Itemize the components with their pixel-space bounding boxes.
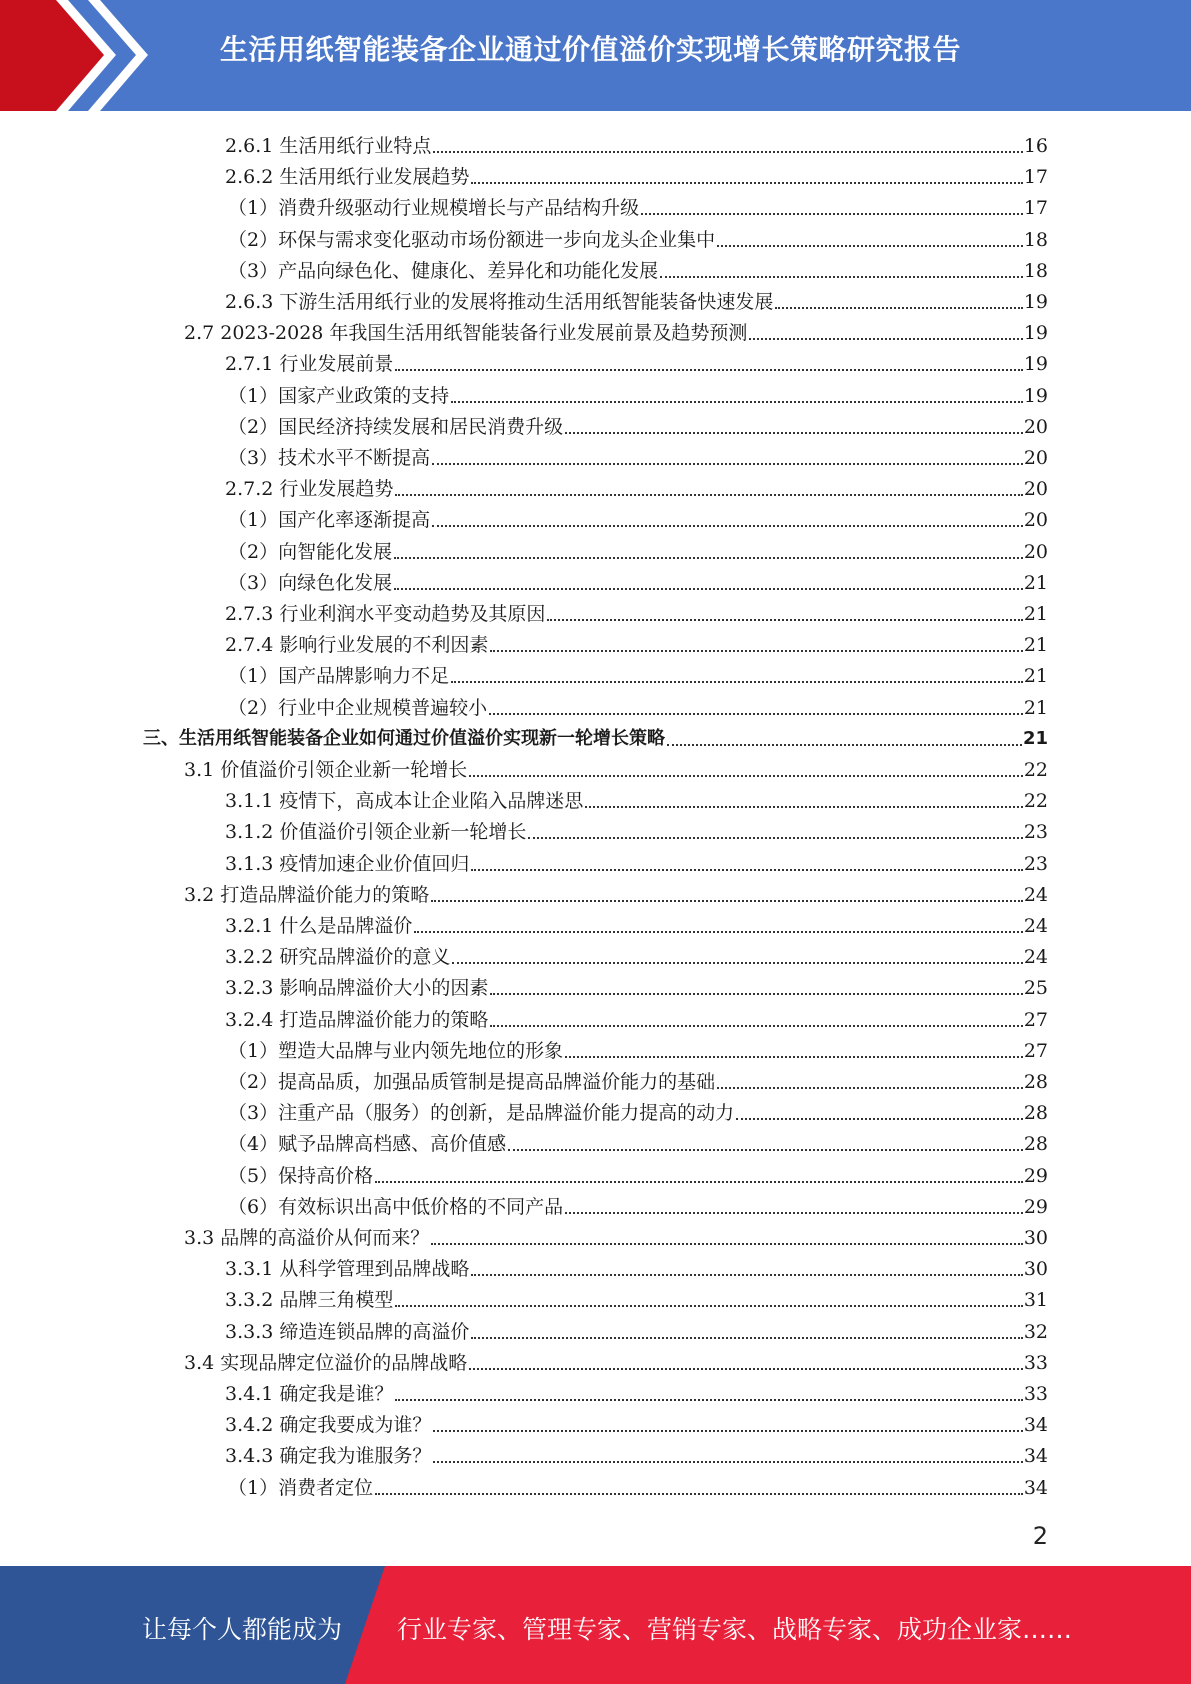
toc-entry-page: 28	[1023, 1071, 1048, 1093]
toc-entry-page: 32	[1023, 1320, 1048, 1343]
toc-entry[interactable]	[225, 158, 1048, 189]
toc-entry[interactable]	[225, 1313, 1048, 1344]
toc-leader-dots	[565, 432, 1023, 434]
toc-entry-title: （2）提高品质，加强品质管制是提高品牌溢价能力的基础	[228, 1071, 716, 1093]
toc-entry[interactable]	[225, 127, 1048, 158]
page-footer	[0, 1566, 1191, 1684]
toc-entry[interactable]	[184, 876, 1048, 907]
toc-entry[interactable]	[184, 314, 1048, 345]
toc-leader-dots	[775, 307, 1022, 309]
toc-entry-page: 33	[1023, 1351, 1048, 1374]
toc-entry-title: （3）产品向绿色化、健康化、差异化和功能化发展	[228, 259, 659, 282]
toc-entry-page: 21	[1022, 727, 1048, 749]
toc-entry[interactable]	[228, 252, 1048, 283]
toc-entry-page: 31	[1023, 1289, 1048, 1312]
toc-entry-page: 17	[1023, 166, 1048, 189]
toc-entry[interactable]	[225, 969, 1048, 1000]
toc-entry-page: 22	[1023, 790, 1048, 813]
toc-leader-dots	[431, 1243, 1023, 1245]
toc-entry[interactable]	[184, 1219, 1048, 1250]
toc-entry-title: 2.6.1 生活用纸行业特点	[225, 135, 432, 157]
toc-entry-title: 3.1.3 疫情加速企业价值回归	[225, 852, 470, 875]
toc-entry-title: 2.7.4 影响行业发展的不利因素	[225, 634, 489, 657]
toc-leader-dots	[451, 681, 1023, 683]
toc-leader-dots	[489, 713, 1023, 715]
toc-entry-page: 34	[1023, 1414, 1048, 1437]
toc-entry-title: 3.1 价值溢价引领企业新一轮增长	[184, 759, 468, 781]
toc-entry-page: 20	[1023, 415, 1048, 438]
toc-entry-title: 3.1.1 疫情下，高成本让企业陷入品牌迷思	[225, 790, 584, 813]
toc-leader-dots	[717, 245, 1023, 247]
toc-entry-title: （2）环保与需求变化驱动市场份额进一步向龙头企业集中	[228, 228, 716, 251]
toc-leader-dots	[490, 650, 1022, 652]
toc-entry[interactable]	[228, 533, 1048, 564]
toc-entry-title: （2）国民经济持续发展和居民消费升级	[228, 415, 564, 438]
toc-entry[interactable]	[225, 1406, 1048, 1437]
toc-entry-title: 3.2.3 影响品牌溢价大小的因素	[225, 977, 489, 1000]
toc-entry-title: （3）向绿色化发展	[228, 571, 393, 594]
toc-entry-title: 3.4.1 确定我是谁？	[225, 1383, 394, 1405]
toc-entry-page: 21	[1023, 696, 1048, 719]
toc-entry-page: 23	[1023, 821, 1048, 844]
toc-entry[interactable]	[225, 938, 1048, 969]
toc-entry-title: 3.3.3 缔造连锁品牌的高溢价	[225, 1320, 470, 1343]
toc-entry-page: 21	[1023, 603, 1048, 625]
toc-entry[interactable]	[225, 1281, 1048, 1312]
toc-entry-page: 19	[1023, 291, 1048, 313]
toc-entry[interactable]	[228, 564, 1048, 595]
toc-entry[interactable]	[228, 501, 1048, 532]
toc-leader-dots	[395, 369, 1022, 371]
toc-entry[interactable]	[228, 1094, 1048, 1125]
toc-leader-dots	[375, 1493, 1023, 1495]
toc-entry[interactable]	[225, 845, 1048, 876]
toc-entry-title: 3.4.2 确定我要成为谁？	[225, 1414, 432, 1437]
toc-entry[interactable]	[184, 751, 1048, 782]
toc-entry[interactable]	[225, 626, 1048, 657]
toc-entry-page: 19	[1023, 384, 1048, 407]
toc-entry-page: 24	[1023, 946, 1048, 969]
toc-entry-page: 18	[1023, 228, 1048, 251]
toc-entry[interactable]	[228, 1063, 1048, 1094]
toc-entry[interactable]	[228, 377, 1048, 408]
page-number: 2	[1032, 1522, 1048, 1550]
toc-entry-title: （1）塑造大品牌与业内领先地位的形象	[228, 1039, 564, 1062]
toc-entry-title: 2.6.3 下游生活用纸行业的发展将推动生活用纸智能装备快速发展	[225, 291, 774, 313]
toc-entry-page: 20	[1023, 447, 1048, 469]
toc-leader-dots	[528, 837, 1022, 839]
toc-entry[interactable]	[228, 408, 1048, 439]
toc-leader-dots	[471, 182, 1022, 184]
toc-entry[interactable]	[225, 1250, 1048, 1281]
toc-entry-title: 2.7 2023-2028 年我国生活用纸智能装备行业发展前景及趋势预测	[184, 322, 748, 345]
toc-entry-page: 16	[1023, 135, 1048, 157]
toc-leader-dots	[469, 775, 1023, 777]
footer-slogan-left: 让每个人都能成为	[142, 1615, 343, 1644]
toc-entry-page: 20	[1023, 478, 1048, 501]
footer-slogan-right: 行业专家、管理专家、营销专家、战略专家、成功企业家……	[397, 1615, 1073, 1644]
toc-entry-title: 3.2.4 打造品牌溢价能力的策略	[225, 1008, 489, 1031]
toc-entry-title: 3.2.1 什么是品牌溢价	[225, 915, 413, 937]
toc-entry[interactable]	[228, 439, 1048, 470]
toc-entry[interactable]	[228, 1032, 1048, 1063]
toc-entry-title: （1）国家产业政策的支持	[228, 384, 450, 407]
toc-entry[interactable]	[225, 1375, 1048, 1406]
toc-entry-title: （2）行业中企业规模普遍较小	[228, 696, 488, 719]
toc-leader-dots	[547, 619, 1022, 621]
toc-entry-page: 33	[1023, 1383, 1048, 1405]
toc-entry-page: 20	[1023, 540, 1048, 563]
toc-entry-title: 2.7.1 行业发展前景	[225, 353, 394, 376]
toc-entry-page: 19	[1023, 353, 1048, 376]
toc-entry[interactable]	[225, 283, 1048, 314]
toc-entry-page: 30	[1023, 1258, 1048, 1281]
toc-leader-dots	[452, 962, 1022, 964]
toc-leader-dots	[565, 1056, 1023, 1058]
toc-leader-dots	[667, 744, 1022, 746]
toc-entry-title: 3.3.2 品牌三角模型	[225, 1289, 394, 1312]
toc-leader-dots	[433, 151, 1022, 153]
toc-entry-title: 三、生活用纸智能装备企业如何通过价值溢价实现新一轮增长策略	[143, 727, 665, 749]
toc-entry[interactable]	[225, 1437, 1048, 1468]
toc-entry-page: 17	[1023, 197, 1048, 220]
toc-entry-page: 30	[1023, 1227, 1048, 1249]
toc-entry-title: （1）国产化率逐渐提高	[228, 509, 431, 532]
toc-leader-dots	[432, 525, 1023, 527]
toc-leader-dots	[395, 1305, 1022, 1307]
toc-entry-title: （6）有效标识出高中低价格的不同产品	[228, 1195, 564, 1218]
toc-entry-title: 3.2.2 研究品牌溢价的意义	[225, 946, 451, 969]
toc-entry[interactable]	[228, 221, 1048, 252]
toc-leader-dots	[471, 1337, 1022, 1339]
toc-entry-title: （1）消费者定位	[228, 1476, 374, 1499]
toc-entry-title: 3.2 打造品牌溢价能力的策略	[184, 883, 430, 906]
toc-leader-dots	[451, 401, 1023, 403]
toc-entry-page: 34	[1023, 1476, 1048, 1499]
toc-entry[interactable]	[228, 189, 1048, 220]
toc-entry[interactable]	[225, 813, 1048, 844]
toc-entry-title: （5）保持高价格	[228, 1164, 374, 1187]
toc-leader-dots	[736, 1118, 1023, 1120]
toc-entry-page: 24	[1023, 883, 1048, 906]
header-arrow-decoration	[0, 0, 200, 111]
toc-entry-page: 21	[1023, 571, 1048, 594]
toc-entry[interactable]	[184, 1344, 1048, 1375]
toc-entry[interactable]	[228, 1469, 1048, 1500]
toc-entry-title: （3）注重产品（服务）的创新，是品牌溢价能力提高的动力	[228, 1102, 735, 1125]
toc-leader-dots	[565, 1212, 1023, 1214]
toc-leader-dots	[394, 588, 1023, 590]
toc-entry[interactable]	[225, 470, 1048, 501]
toc-entry-page: 29	[1023, 1164, 1048, 1187]
toc-entry-page: 34	[1023, 1445, 1048, 1468]
toc-entry-page: 21	[1023, 665, 1048, 688]
toc-entry-page: 25	[1023, 977, 1048, 1000]
toc-entry[interactable]	[225, 345, 1048, 376]
toc-entry-title: 3.4 实现品牌定位溢价的品牌战略	[184, 1351, 468, 1374]
toc-entry-title: （2）向智能化发展	[228, 540, 393, 563]
toc-entry-title: 3.4.3 确定我为谁服务？	[225, 1445, 432, 1468]
toc-leader-dots	[433, 1461, 1022, 1463]
toc-entry[interactable]	[225, 907, 1048, 938]
toc-entry[interactable]	[228, 689, 1048, 720]
toc-leader-dots	[469, 1368, 1023, 1370]
toc-entry[interactable]	[225, 1001, 1048, 1032]
toc-entry-title: （3）技术水平不断提高	[228, 447, 431, 469]
toc-entry-title: 2.7.3 行业利润水平变动趋势及其原因	[225, 603, 546, 625]
toc-entry[interactable]	[228, 1188, 1048, 1219]
toc-leader-dots	[490, 993, 1022, 995]
toc-leader-dots	[660, 276, 1023, 278]
toc-entry-page: 23	[1023, 852, 1048, 875]
toc-entry[interactable]	[225, 782, 1048, 813]
toc-leader-dots	[490, 1025, 1022, 1027]
toc-entry-page: 21	[1023, 634, 1048, 657]
toc-entry-title: 3.3 品牌的高溢价从何而来？	[184, 1227, 430, 1249]
toc-leader-dots	[395, 1399, 1022, 1401]
toc-entry-title: 3.1.2 价值溢价引领企业新一轮增长	[225, 821, 527, 844]
toc-leader-dots	[394, 557, 1023, 559]
toc-entry-page: 28	[1023, 1102, 1048, 1125]
toc-entry-page: 29	[1023, 1195, 1048, 1218]
toc-entry-page: 27	[1023, 1008, 1048, 1031]
toc-leader-dots	[749, 338, 1022, 340]
toc-leader-dots	[717, 1087, 1023, 1089]
toc-entry[interactable]	[225, 595, 1048, 626]
toc-leader-dots	[585, 806, 1022, 808]
toc-entry-page: 27	[1023, 1039, 1048, 1062]
toc-entry-title: （4）赋予品牌高档感、高价值感	[228, 1133, 507, 1156]
toc-entry[interactable]	[143, 720, 1048, 751]
toc-entry-page: 20	[1023, 509, 1048, 532]
toc-leader-dots	[508, 1149, 1023, 1151]
toc-entry[interactable]	[228, 657, 1048, 688]
toc-entry-page: 19	[1023, 322, 1048, 345]
toc-leader-dots	[431, 900, 1023, 902]
toc-leader-dots	[375, 1181, 1023, 1183]
toc-leader-dots	[432, 463, 1023, 465]
toc-leader-dots	[433, 1430, 1022, 1432]
toc-entry-title: （1）消费升级驱动行业规模增长与产品结构升级	[228, 197, 640, 220]
toc-entry[interactable]	[228, 1157, 1048, 1188]
toc-entry-title: 2.6.2 生活用纸行业发展趋势	[225, 166, 470, 189]
toc-leader-dots	[395, 494, 1022, 496]
toc-leader-dots	[471, 869, 1022, 871]
toc-leader-dots	[641, 213, 1023, 215]
toc-leader-dots	[414, 931, 1022, 933]
toc-entry-title: 3.3.1 从科学管理到品牌战略	[225, 1258, 470, 1281]
report-title: 生活用纸智能装备企业通过价值溢价实现增长策略研究报告	[220, 33, 962, 66]
toc-entry-page: 24	[1023, 915, 1048, 937]
toc-entry-title: （1）国产品牌影响力不足	[228, 665, 450, 688]
toc-entry-page: 18	[1023, 259, 1048, 282]
toc-entry-page: 22	[1023, 759, 1048, 781]
page-header	[0, 0, 1191, 111]
toc-entry-page: 28	[1023, 1133, 1048, 1156]
toc-leader-dots	[471, 1274, 1022, 1276]
toc-entry[interactable]	[228, 1125, 1048, 1156]
toc-entry-title: 2.7.2 行业发展趋势	[225, 478, 394, 501]
